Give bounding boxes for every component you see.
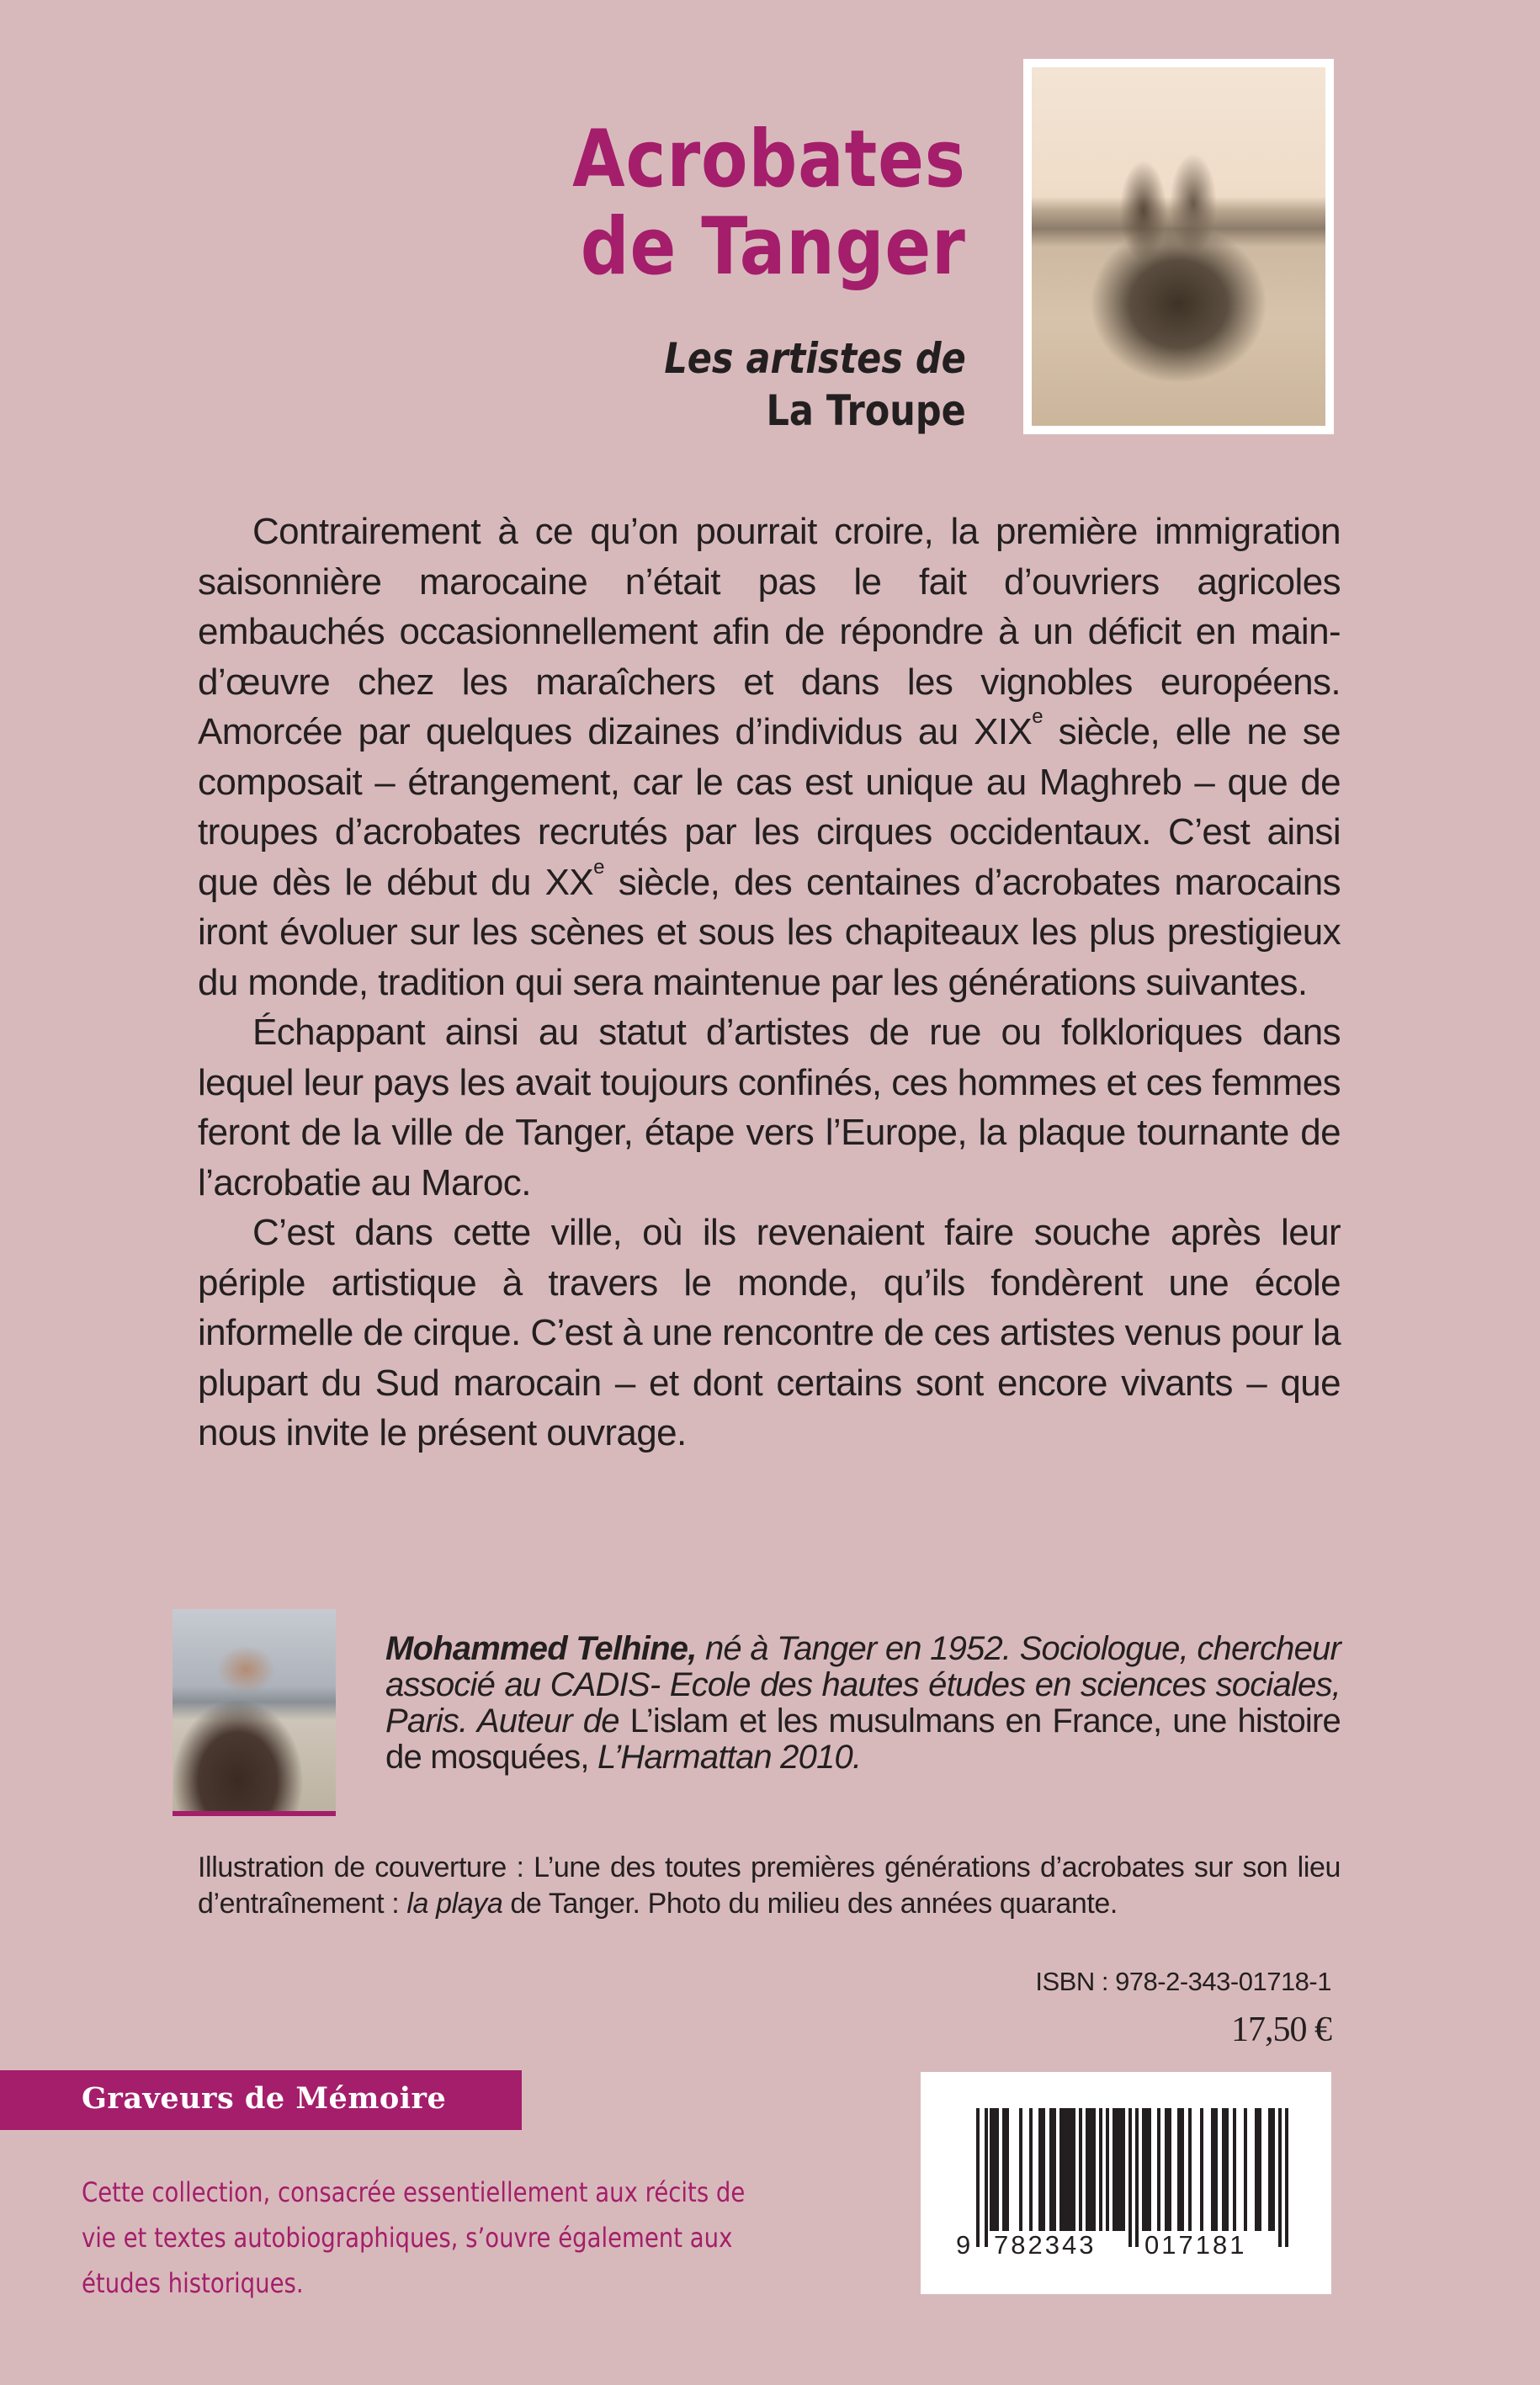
book-subtitle: [665, 332, 966, 437]
barcode-digit-first: 9: [956, 2230, 971, 2260]
author-photo: [173, 1609, 336, 1816]
series-description: Cette collection, consacrée essentiellement aux récits de vie et textes autobiographiques, s’ouvre également aux études historiques.: [82, 2176, 746, 2299]
barcode-digits-right: 017181: [1144, 2230, 1247, 2260]
subtitle-italic: Les artistes de: [664, 334, 966, 383]
subtitle-regular: La Troupe: [766, 386, 966, 435]
author-book-title: L’islam et les musulmans en France, une histoire de mosquées,: [385, 1702, 1341, 1776]
barcode-bars: [921, 2072, 1331, 2294]
series-name: Graveurs de Mémoire: [82, 2081, 447, 2116]
summary-paragraph-1: Contrairement à ce qu’on pourrait croire, la première immigration saisonnière marocaine n’était pas le fait d’ouvriers agricoles embauchés occasionnellement afin de répondre à un déficit en main-d’œuvre chez les maraîchers et dans les vignobles européens. Amorcée par quelques dizaines d’individus au XIXe siècle, elle ne se composait – étrangement, car le cas est unique au Maghreb – que de troupes d’acrobates recrutés par les cirques occidentaux. C’est ainsi que dès le début du XXe siècle, des centaines d’acrobates marocains iront évoluer sur les scènes et sous les chapiteaux les plus prestigieux du monde, tradition qui sera maintenue par les générations suivantes.: [198, 511, 1341, 1003]
summary-text: [198, 507, 1341, 1458]
summary-paragraph-3: C’est dans cette ville, où ils revenaient faire souche après leur périple artistique à travers le monde, qu’ils fondèrent une école informelle de cirque. C’est à une rencontre de ces artistes venus pour la plupart du Sud marocain – et dont certains sont encore vivants – que nous invite le présent ouvrage.: [198, 1212, 1341, 1453]
book-title: [572, 116, 966, 291]
book-title-line-2: de Tanger: [581, 201, 966, 293]
book-title-line-1: Acrobates: [572, 114, 966, 205]
summary-paragraph-2: Échappant ainsi au statut d’artistes de rue ou folkloriques dans lequel leur pays les avait toujours confinés, ces hommes et ces femmes feront de la ville de Tanger, étape vers l’Europe, la plaque tournante de l’acrobatie au Maroc.: [198, 1012, 1341, 1203]
price: 17,50 €: [1231, 2011, 1331, 2049]
author-bio: Mohammed Telhine, né à Tanger en 1952. Sociologue, chercheur associé au CADIS- Ecole des hautes études en sciences sociales, Paris. Auteur de L’islam et les musulmans en France, une histoire de mosquées, L’Harmattan 2010.: [385, 1630, 1341, 1776]
cover-photo: [1032, 67, 1325, 426]
isbn: ISBN : 978-2-343-01718-1: [1035, 1967, 1331, 1996]
barcode: [921, 2072, 1331, 2294]
author-name: Mohammed Telhine,: [385, 1630, 697, 1667]
barcode-digits-left: 782343: [994, 2230, 1097, 2260]
cover-illustration-caption: Illustration de couverture : L’une des toutes premières générations d’acrobates sur son lieu d’entraînement : la playa de Tanger. Photo du milieu des années quarante.: [198, 1851, 1341, 1920]
cover-photo-frame: [1023, 59, 1334, 434]
